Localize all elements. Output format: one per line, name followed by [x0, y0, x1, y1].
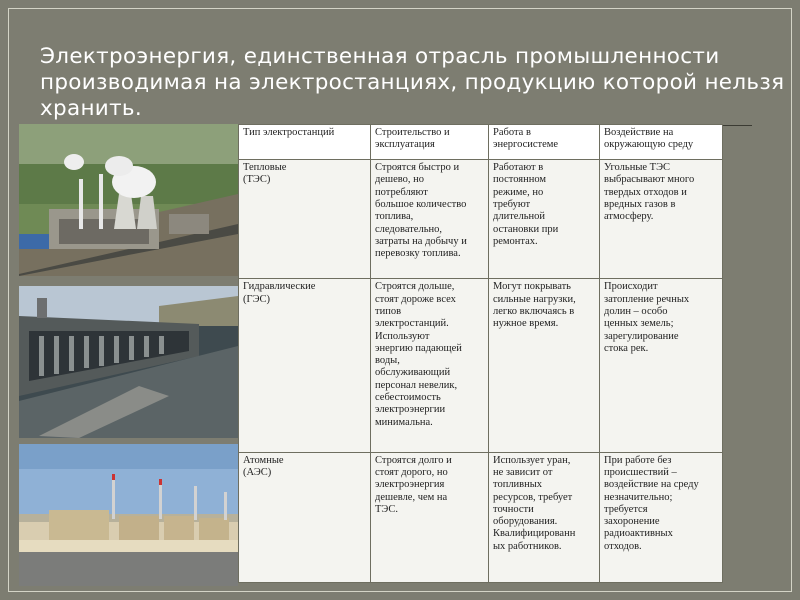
plant-type-aes: Атомные (АЭС)	[243, 454, 284, 478]
table-cell	[600, 452, 723, 582]
environment-tes: Угольные ТЭС выбрасывают много твердых отходов и вредных газов в атмосферу.	[604, 162, 695, 223]
table-cell	[239, 160, 371, 279]
environment-ges: Происходит затопление речных долин – особо ценных земель; зарегулирование стока рек.	[604, 281, 690, 354]
table-cell	[489, 452, 600, 582]
header-plant-type: Тип электростанций	[243, 127, 335, 138]
table-header-cell	[489, 125, 600, 160]
table-cell	[600, 160, 723, 279]
table-row	[239, 279, 723, 452]
grid-operation-aes: Использует уран, не зависит от топливных ресурсов, требует точности оборудования. Квалифицированн ых работников.	[493, 454, 576, 552]
plant-type-tes: Тепловые (ТЭС)	[243, 162, 287, 186]
table-cell	[239, 452, 371, 582]
table-header-cell	[600, 125, 723, 160]
environment-aes: При работе без происшествий – воздействие на среду незначительно; требуется захоронение радиоактивных отходов.	[604, 454, 699, 552]
construction-tes: Строятся быстро и дешево, но потребляют большое количество топлива, следовательно, затраты на добычу и перевозку топлива.	[375, 162, 467, 260]
header-construction: Строительство и эксплуатация	[375, 127, 450, 151]
construction-ges: Строятся дольше, стоят дороже всех типов электростанций. Используют энергию падающей воды, обслуживающий персонал невелик, себестоимость электроэнергии минимальна.	[375, 281, 462, 428]
table-cell	[371, 279, 489, 452]
grid-operation-ges: Могут покрывать сильные нагрузки, легко включаясь в нужное время.	[493, 281, 576, 330]
nuclear-power-plant-photo	[19, 444, 238, 586]
plant-type-ges: Гидравлические (ГЭС)	[243, 281, 316, 305]
table-cell	[489, 279, 600, 452]
hydroelectric-dam-photo	[19, 286, 238, 438]
construction-aes: Строятся долго и стоят дорого, но электроэнергия дешевле, чем на ТЭС.	[375, 454, 452, 515]
table-header-cell	[371, 125, 489, 160]
table-row	[239, 452, 723, 582]
power-plants-comparison-table	[238, 124, 722, 583]
table-cell	[600, 279, 723, 452]
comparison-table	[238, 124, 723, 583]
table-cell	[489, 160, 600, 279]
table-cell	[371, 160, 489, 279]
table-cell	[371, 452, 489, 582]
table-row	[239, 160, 723, 279]
grid-operation-tes: Работают в постоянном режиме, но требуют длительной остановки при ремонтах.	[493, 162, 559, 247]
slide-title: Электроэнергия, единственная отрасль промышленности производимая на электростанциях, продукцию которой нельзя хранить.	[40, 44, 785, 121]
table-cell	[239, 279, 371, 452]
header-environment: Воздействие на окружающую среду	[604, 127, 694, 151]
header-grid-operation: Работа в энергосистеме	[493, 127, 559, 151]
table-header-row	[239, 125, 723, 160]
table-header-cell	[239, 125, 371, 160]
thermal-power-plant-photo	[19, 124, 238, 276]
